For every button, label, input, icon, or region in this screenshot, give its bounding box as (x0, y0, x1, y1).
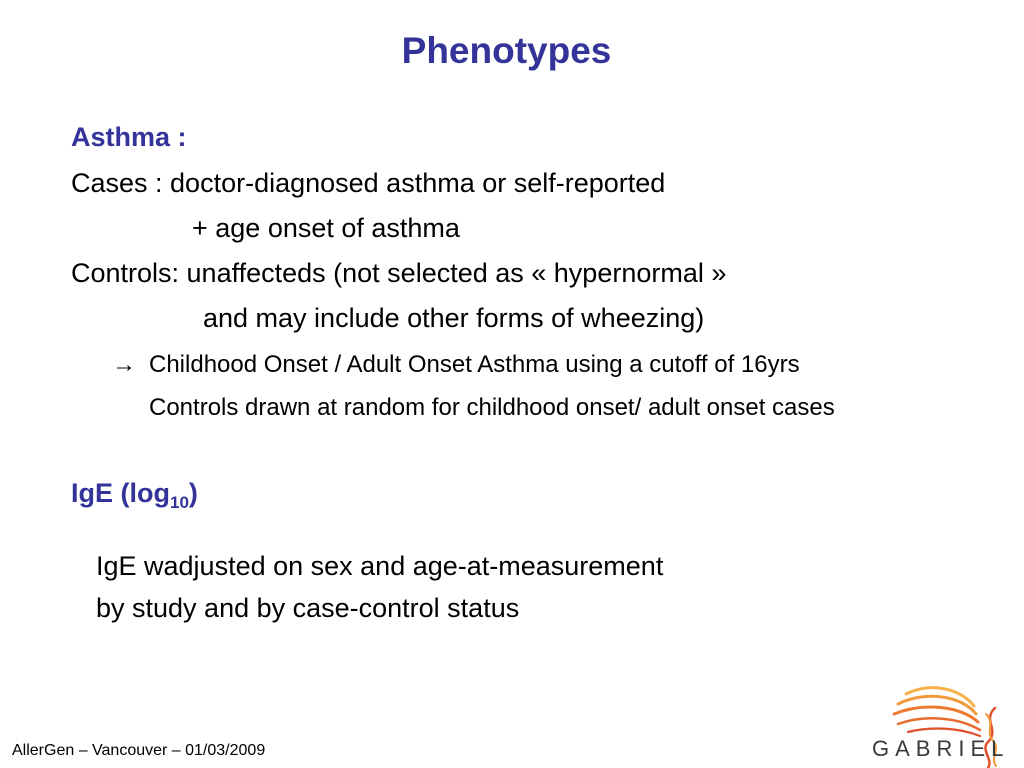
ige-heading-close: ) (188, 478, 198, 508)
ige-heading-subscript: 10 (169, 493, 189, 512)
ige-line-1: IgE wadjusted on sex and age-at-measurement (96, 551, 664, 581)
controls-line-2: and may include other forms of wheezing) (203, 303, 705, 333)
cases-line-1: Cases : doctor-diagnosed asthma or self-reported (71, 168, 666, 198)
asthma-heading: Asthma : (71, 122, 187, 152)
ige-line-2: by study and by case-control status (96, 593, 520, 623)
arrow-icon: → (112, 351, 136, 378)
ige-heading-main: IgE (log (71, 478, 170, 508)
onset-line-2: Controls drawn at random for childhood onset/ adult onset cases (149, 394, 835, 421)
gabriel-wordmark: GABRIEL (872, 736, 1010, 761)
onset-line-1: Childhood Onset / Adult Onset Asthma using a cutoff of 16yrs (149, 351, 800, 378)
slide-title: Phenotypes (401, 30, 612, 71)
controls-line-1: Controls: unaffecteds (not selected as « hypernormal » (71, 258, 727, 288)
gabriel-logo (868, 680, 1018, 768)
cases-line-2: + age onset of asthma (192, 213, 460, 243)
ige-heading (71, 478, 198, 512)
footer-text: AllerGen – Vancouver – 01/03/2009 (12, 742, 266, 759)
